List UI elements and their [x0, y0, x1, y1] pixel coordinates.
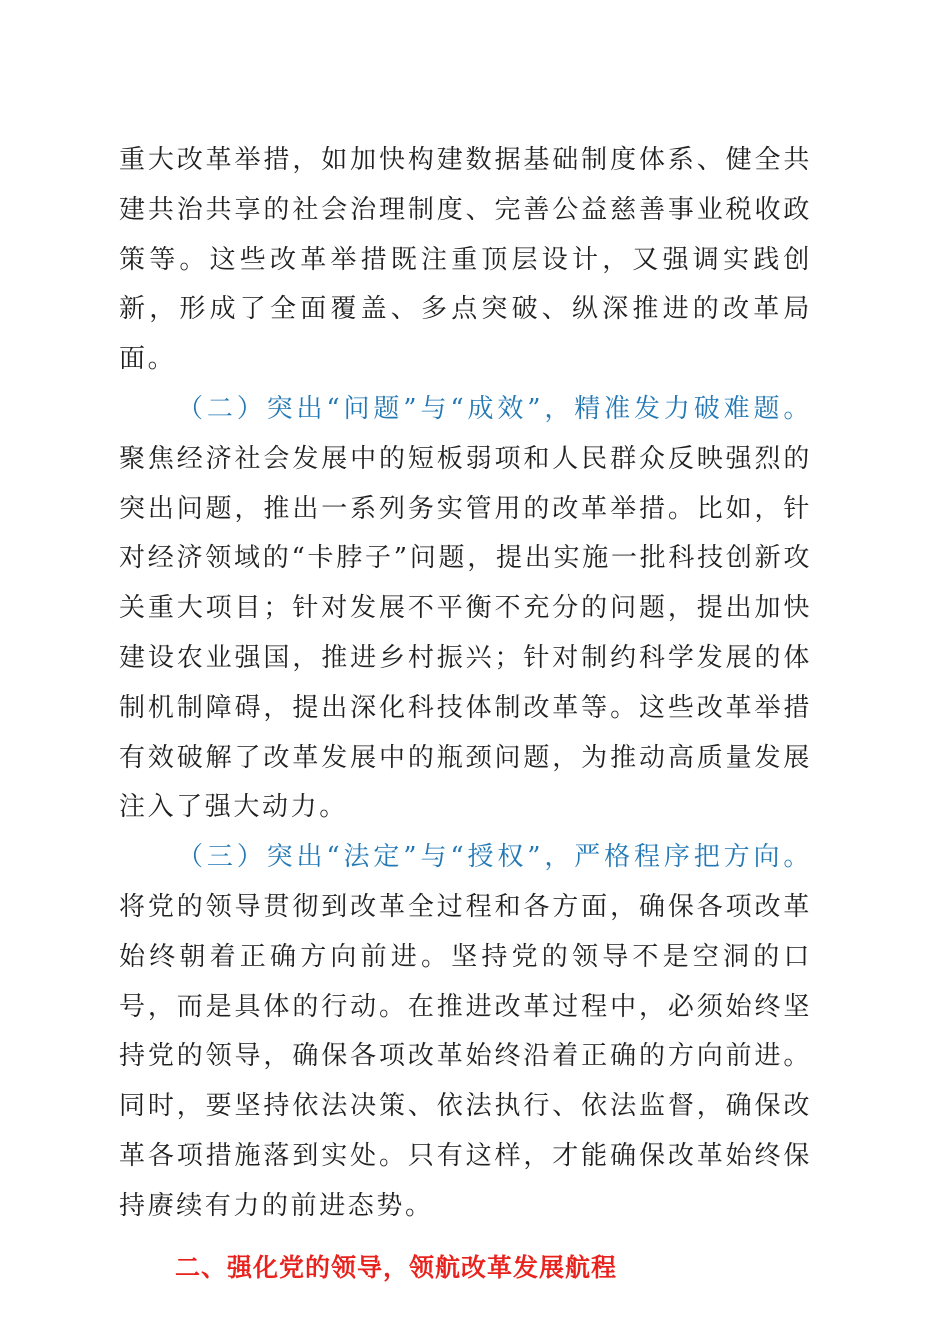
section-heading-two: 二、强化党的领导，领航改革发展航程: [175, 1252, 618, 1282]
paragraph-text: 聚焦经济社会发展中的短板弱项和人民群众反映强烈的突出问题，推出一系列务实管用的改革举措。比如，针对经济领域的“卡脖子”问题，提出实施一批科技创新攻关重大项目；针对发展不平衡不充分的问题，提出加快建设农业强国，推进乡村振兴；针对制约科学发展的体制机制障碍，提出深化科技体制改革等。这些改革举措有效破解了改革发展中的瓶颈问题，为推动高质量发展注入了强大动力。: [119, 443, 812, 823]
paragraph-law-authorization: [119, 833, 812, 1231]
sub-heading-three: （三）突出“法定”与“授权”，严格程序把方向。: [177, 842, 812, 873]
paragraph-problems-effects: [119, 385, 812, 833]
paragraph-continuation: [119, 136, 812, 385]
document-page: [119, 136, 812, 1292]
sub-heading-two: （二）突出“问题”与“成效”，精准发力破难题。: [177, 393, 812, 424]
paragraph-text: 将党的领导贯彻到改革全过程和各方面，确保各项改革始终朝着正确方向前进。坚持党的领导不是空洞的口号，而是具体的行动。在推进改革过程中，必须始终坚持党的领导，确保各项改革始终沿着正确的方向前进。同时，要坚持依法决策、依法执行、依法监督，确保改革各项措施落到实处。只有这样，才能确保改革始终保持赓续有力的前进态势。: [119, 891, 812, 1221]
paragraph-text: 重大改革举措，如加快构建数据基础制度体系、健全共建共治共享的社会治理制度、完善公益慈善事业税收政策等。这些改革举措既注重顶层设计，又强调实践创新，形成了全面覆盖、多点突破、纵深推进的改革局面。: [119, 145, 812, 375]
